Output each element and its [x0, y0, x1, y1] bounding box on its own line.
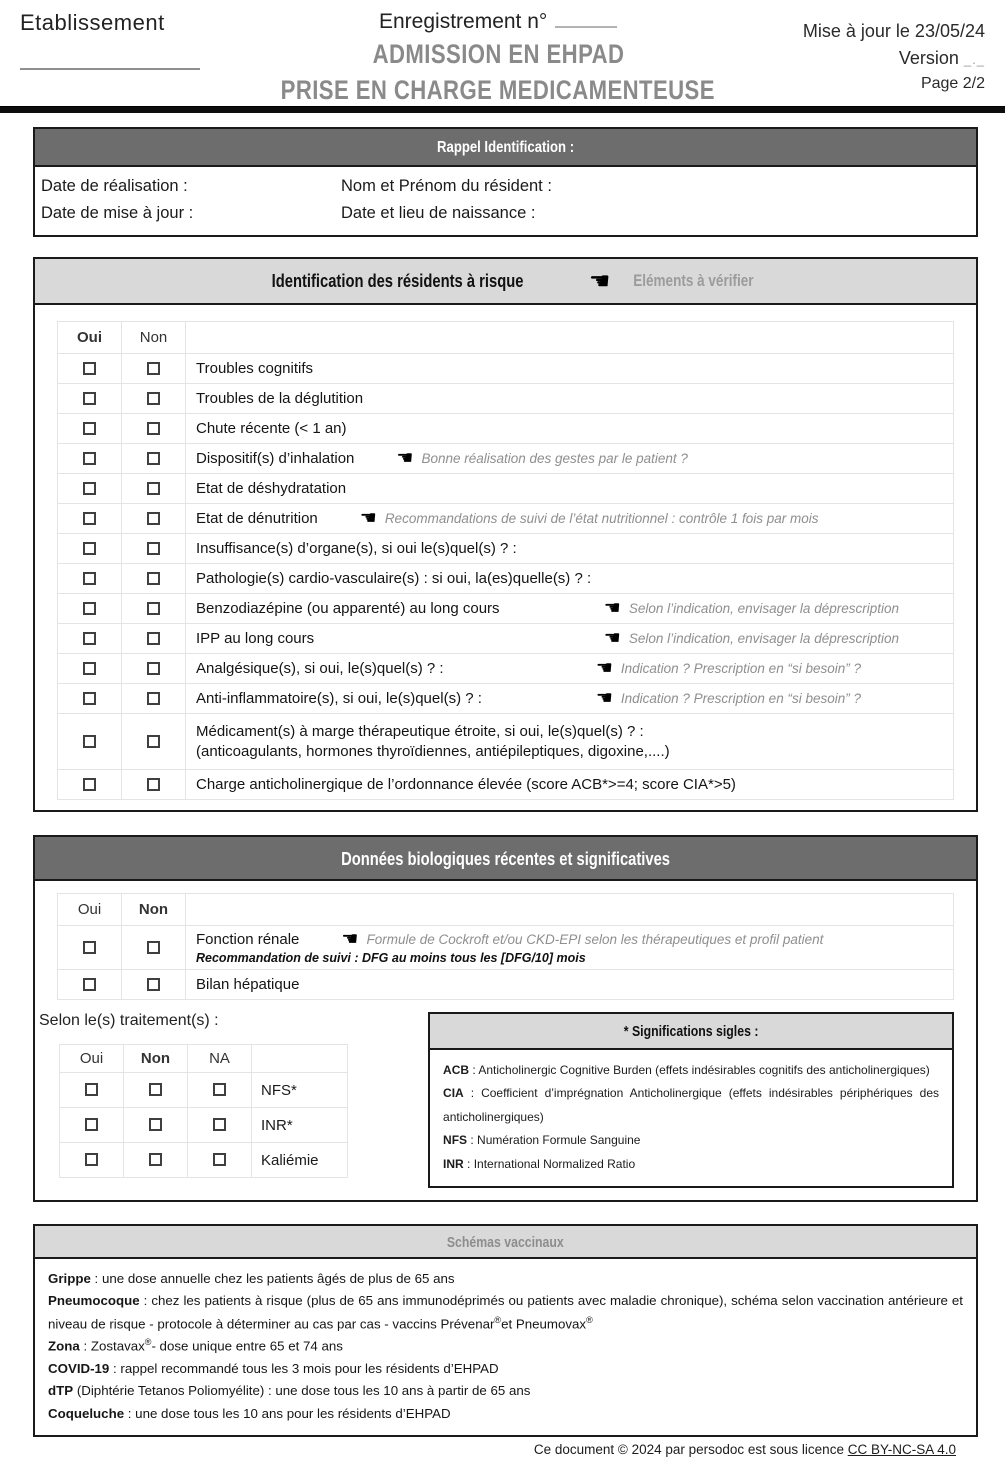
column-header-empty	[252, 1045, 348, 1073]
risk-table-row	[58, 534, 954, 564]
risk-row-9-non-checkbox[interactable]	[147, 602, 160, 615]
risk-table-row	[58, 654, 954, 684]
pointing-hand-icon: ☚	[588, 267, 611, 295]
row-annotation	[596, 689, 861, 708]
risk-row-12-non-checkbox[interactable]	[147, 692, 160, 705]
risk-table-row	[58, 384, 954, 414]
biology-table	[57, 893, 954, 1000]
risk-table-row	[58, 594, 954, 624]
risk-row-label: Troubles de la déglutition	[196, 390, 364, 407]
version-label: Version	[898, 48, 959, 68]
row-annotation-text: Formule de Cockroft et/ou CKD-EPI selon les thérapeutiques et profil patient	[366, 932, 824, 947]
risk-table-row	[58, 770, 954, 800]
treatment-row-2-non-checkbox[interactable]	[149, 1118, 162, 1131]
risk-row-11-non-checkbox[interactable]	[147, 662, 160, 675]
risk-row-label: Pathologie(s) cardio-vasculaire(s) : si oui, la(es)quelle(s) ? :	[196, 570, 592, 587]
acronym: NFS	[443, 1133, 468, 1148]
identification-title: Rappel Identification :	[436, 139, 575, 156]
risk-row-7-non-checkbox[interactable]	[147, 542, 160, 555]
column-header-empty	[186, 894, 954, 926]
vaccine-entry: dTP (Diphtérie Tetanos Poliomyélite) : une dose tous les 10 ans à partir de 65 ans	[48, 1383, 531, 1399]
risk-row-1-oui-checkbox[interactable]	[83, 362, 96, 375]
biology-table-row	[58, 970, 954, 1000]
pointing-hand-icon: ☚	[595, 658, 613, 679]
acronyms-box	[428, 1012, 954, 1188]
risk-row-4-oui-checkbox[interactable]	[83, 452, 96, 465]
vaccine-name: Pneumocoque	[48, 1293, 140, 1309]
acronyms-title: * Significations sigles :	[623, 1023, 759, 1040]
vaccine-entry: COVID-19 : rappel recommandé tous les 3 mois pour les résidents d’EHPAD	[48, 1361, 499, 1377]
field-label: Date de réalisation :	[41, 177, 188, 195]
pointing-hand-icon: ☚	[595, 688, 613, 709]
column-header-oui: Oui	[58, 894, 122, 926]
risk-table-header-row	[58, 322, 954, 354]
biology-section-title: Données biologiques récentes et significatives	[341, 849, 670, 869]
risk-row-8-oui-checkbox[interactable]	[83, 572, 96, 585]
vaccine-name: Zona	[48, 1338, 80, 1354]
risk-row-label: Dispositif(s) d’inhalation	[196, 450, 355, 467]
biology-section	[33, 835, 978, 1202]
risk-section	[33, 257, 978, 812]
treatment-row-2-oui-checkbox[interactable]	[85, 1118, 98, 1131]
row-annotation-text: Selon l’indication, envisager la déprescription	[628, 631, 899, 646]
risk-row-8-non-checkbox[interactable]	[147, 572, 160, 585]
risk-row-14-oui-checkbox[interactable]	[83, 778, 96, 791]
vaccine-entry: Zona : Zostavax®- dose unique entre 65 et 74 ans	[48, 1337, 343, 1354]
field-label: Date de mise à jour :	[41, 204, 194, 222]
risk-table	[57, 321, 954, 800]
acronym-entry: CIA : Coefficient d’imprégnation Anticholinergique (effets indésirables périphériques des anticholinergiques)	[443, 1086, 939, 1124]
treatment-table-row	[60, 1073, 348, 1108]
row-annotation	[604, 629, 899, 648]
treatment-row-3-oui-checkbox[interactable]	[85, 1153, 98, 1166]
biology-row-label: Fonction rénale	[196, 931, 300, 948]
row-annotation-text: Bonne réalisation des gestes par le patient ?	[421, 451, 688, 466]
registered-trademark-symbol: ®	[494, 1314, 502, 1325]
risk-row-label: Benzodiazépine (ou apparenté) au long cours	[196, 600, 500, 617]
treatment-table-row	[60, 1108, 348, 1143]
license-text: Ce document © 2024 par persodoc est sous licence	[533, 1442, 848, 1457]
verify-label: Eléments à vérifier	[633, 271, 754, 290]
treatment-row-3-non-checkbox[interactable]	[149, 1153, 162, 1166]
risk-row-label: Insuffisance(s) d’organe(s), si oui le(s)quel(s) ? :	[196, 540, 517, 557]
risk-section-title: Identification des résidents à risque	[271, 270, 524, 291]
risk-row-3-non-checkbox[interactable]	[147, 422, 160, 435]
vaccines-section	[33, 1224, 978, 1437]
risk-row-10-oui-checkbox[interactable]	[83, 632, 96, 645]
risk-table-row	[58, 564, 954, 594]
field-label: Nom et Prénom du résident :	[341, 177, 552, 195]
acronym: ACB	[443, 1063, 470, 1077]
bio-row-1-oui-checkbox[interactable]	[83, 941, 96, 954]
verify-group	[589, 267, 767, 296]
treatment-row-label: INR*	[252, 1108, 348, 1143]
acronym-entry: NFS : Numération Formule Sanguine	[443, 1133, 641, 1148]
biology-table-header-row	[58, 894, 954, 926]
vaccine-name: Grippe	[48, 1270, 91, 1286]
risk-row-label: Etat de dénutrition	[196, 510, 318, 527]
treatment-row-1-non-checkbox[interactable]	[149, 1083, 162, 1096]
identification-section	[33, 127, 978, 237]
risk-table-row	[58, 504, 954, 534]
biology-row-recommendation: Recommandation de suivi : DFG au moins tous les [DFG/10] mois	[196, 951, 586, 965]
registration-number-field[interactable]	[555, 14, 617, 28]
pointing-hand-icon: ☚	[603, 598, 621, 619]
vaccine-name: dTP	[48, 1383, 74, 1399]
acronyms-list	[430, 1050, 952, 1186]
treatment-row-label: Kaliémie	[252, 1143, 348, 1178]
acronym-entry: ACB : Anticholinergic Cognitive Burden (effets indésirables cognitifs des anticholinergiques)	[443, 1063, 930, 1077]
treatment-row-1-oui-checkbox[interactable]	[85, 1083, 98, 1096]
row-annotation-text: Indication ? Prescription en “si besoin” ?	[620, 691, 861, 706]
risk-row-7-oui-checkbox[interactable]	[83, 542, 96, 555]
treatment-row-3-na-checkbox[interactable]	[213, 1153, 226, 1166]
page-number: Page 2/2	[920, 75, 985, 92]
risk-table-row	[58, 414, 954, 444]
risk-row-5-non-checkbox[interactable]	[147, 482, 160, 495]
row-annotation	[596, 659, 861, 678]
treatment-table-row	[60, 1143, 348, 1178]
risk-table-row	[58, 624, 954, 654]
row-annotation	[396, 449, 687, 468]
risk-row-4-non-checkbox[interactable]	[147, 452, 160, 465]
registered-trademark-symbol: ®	[144, 1337, 152, 1348]
treatment-table	[59, 1044, 348, 1178]
row-annotation-text: Recommandations de suivi de l’état nutritionnel : contrôle 1 fois par mois	[384, 511, 819, 526]
row-annotation	[604, 599, 899, 618]
bio-row-2-oui-checkbox[interactable]	[83, 978, 96, 991]
document-title: ADMISSION EN EHPAD PRISE EN CHARGE MEDICAMENTEUSE	[281, 39, 716, 105]
risk-table-row	[58, 714, 954, 770]
vaccine-entry: Grippe : une dose annuelle chez les patients âgés de plus de 65 ans	[48, 1270, 455, 1286]
risk-row-13-oui-checkbox[interactable]	[83, 735, 96, 748]
column-header-oui: Oui	[58, 322, 122, 354]
risk-row-1-non-checkbox[interactable]	[147, 362, 160, 375]
pointing-hand-icon: ☚	[359, 508, 377, 529]
license-link[interactable]: CC BY-NC-SA 4.0	[847, 1442, 956, 1457]
vaccine-name: COVID-19	[48, 1361, 110, 1377]
vaccine-entry: Pneumocoque : chez les patients à risque (plus de 65 ans immunodéprimés ou patients avec maladie chronique), schéma selon vaccination antérieure et niveau de risque - protocole à déterminer au cas par cas - vaccins Prévenar®et Pneumovax®	[48, 1293, 963, 1332]
risk-row-5-oui-checkbox[interactable]	[83, 482, 96, 495]
risk-row-2-oui-checkbox[interactable]	[83, 392, 96, 405]
acronym-entry: INR : International Normalized Ratio	[443, 1156, 636, 1171]
biology-table-row	[58, 926, 954, 970]
acronym: INR	[443, 1156, 464, 1171]
column-header-non: Non	[122, 894, 186, 926]
risk-row-10-non-checkbox[interactable]	[147, 632, 160, 645]
column-header-non: Non	[124, 1045, 188, 1073]
risk-row-9-oui-checkbox[interactable]	[83, 602, 96, 615]
establishment-name-field[interactable]	[20, 68, 200, 70]
risk-table-row	[58, 474, 954, 504]
row-annotation-text: Indication ? Prescription en “si besoin” ?	[620, 661, 861, 676]
risk-row-label: Charge anticholinergique de l’ordonnance élevée (score ACB*>=4; score CIA*>5)	[196, 776, 736, 793]
risk-row-6-oui-checkbox[interactable]	[83, 512, 96, 525]
vaccine-name: Coqueluche	[48, 1405, 125, 1421]
risk-row-label: Médicament(s) à marge thérapeutique étroite, si oui, le(s)quel(s) ? :	[196, 723, 644, 740]
risk-row-6-non-checkbox[interactable]	[147, 512, 160, 525]
risk-row-label: Anti-inflammatoire(s), si oui, le(s)quel(s) ? :	[196, 690, 482, 707]
risk-row-label: Etat de déshydratation	[196, 480, 347, 497]
bio-row-1-non-checkbox[interactable]	[147, 941, 160, 954]
registered-trademark-symbol: ®	[586, 1314, 593, 1325]
risk-row-3-oui-checkbox[interactable]	[83, 422, 96, 435]
identification-row	[41, 173, 970, 200]
risk-row-12-oui-checkbox[interactable]	[83, 692, 96, 705]
identification-row	[41, 200, 970, 227]
risk-row-sublabel: (anticoagulants, hormones thyroïdiennes, antiépileptiques, digoxine,....)	[196, 743, 670, 760]
pointing-hand-icon: ☚	[603, 628, 621, 649]
risk-row-14-non-checkbox[interactable]	[147, 778, 160, 791]
risk-table-row	[58, 354, 954, 384]
risk-row-2-non-checkbox[interactable]	[147, 392, 160, 405]
risk-row-13-non-checkbox[interactable]	[147, 735, 160, 748]
row-annotation	[341, 930, 823, 949]
column-header-empty	[186, 322, 954, 354]
vaccines-list	[35, 1259, 976, 1435]
row-annotation-text: Selon l’indication, envisager la déprescription	[628, 601, 899, 616]
registration-label: Enregistrement n°	[378, 10, 548, 33]
treatment-row-2-na-checkbox[interactable]	[213, 1118, 226, 1131]
biology-row-label: Bilan hépatique	[196, 976, 300, 993]
establishment-label: Etablissement	[20, 10, 165, 35]
identification-fields	[35, 167, 976, 235]
field-label: Date et lieu de naissance :	[341, 204, 536, 222]
treatment-table-header-row	[60, 1045, 348, 1073]
risk-row-label: IPP au long cours	[196, 630, 315, 647]
column-header-na: NA	[188, 1045, 252, 1073]
column-header-oui: Oui	[60, 1045, 124, 1073]
column-header-non: Non	[122, 322, 186, 354]
treatment-row-1-na-checkbox[interactable]	[213, 1083, 226, 1096]
risk-row-label: Chute récente (< 1 an)	[196, 420, 347, 437]
treatment-row-label: NFS*	[252, 1073, 348, 1108]
vaccines-title: Schémas vaccinaux	[447, 1233, 564, 1251]
risk-row-label: Troubles cognitifs	[196, 360, 313, 377]
vaccine-entry: Coqueluche : une dose tous les 10 ans pour les résidents d’EHPAD	[48, 1405, 451, 1421]
row-annotation	[360, 509, 819, 528]
updated-date-label: Mise à jour le 23/05/24	[802, 21, 985, 41]
risk-row-label: Analgésique(s), si oui, le(s)quel(s) ? :	[196, 660, 444, 677]
page-header	[0, 0, 1005, 106]
license-footer	[33, 1442, 978, 1457]
bio-row-2-non-checkbox[interactable]	[147, 978, 160, 991]
version-field[interactable]: _._	[963, 52, 985, 67]
risk-table-row	[58, 444, 954, 474]
treatment-label: Selon le(s) traitement(s) :	[39, 1012, 219, 1029]
pointing-hand-icon: ☚	[396, 448, 414, 469]
acronym: CIA	[443, 1086, 464, 1101]
pointing-hand-icon: ☚	[341, 929, 359, 950]
risk-row-11-oui-checkbox[interactable]	[83, 662, 96, 675]
risk-table-row	[58, 684, 954, 714]
